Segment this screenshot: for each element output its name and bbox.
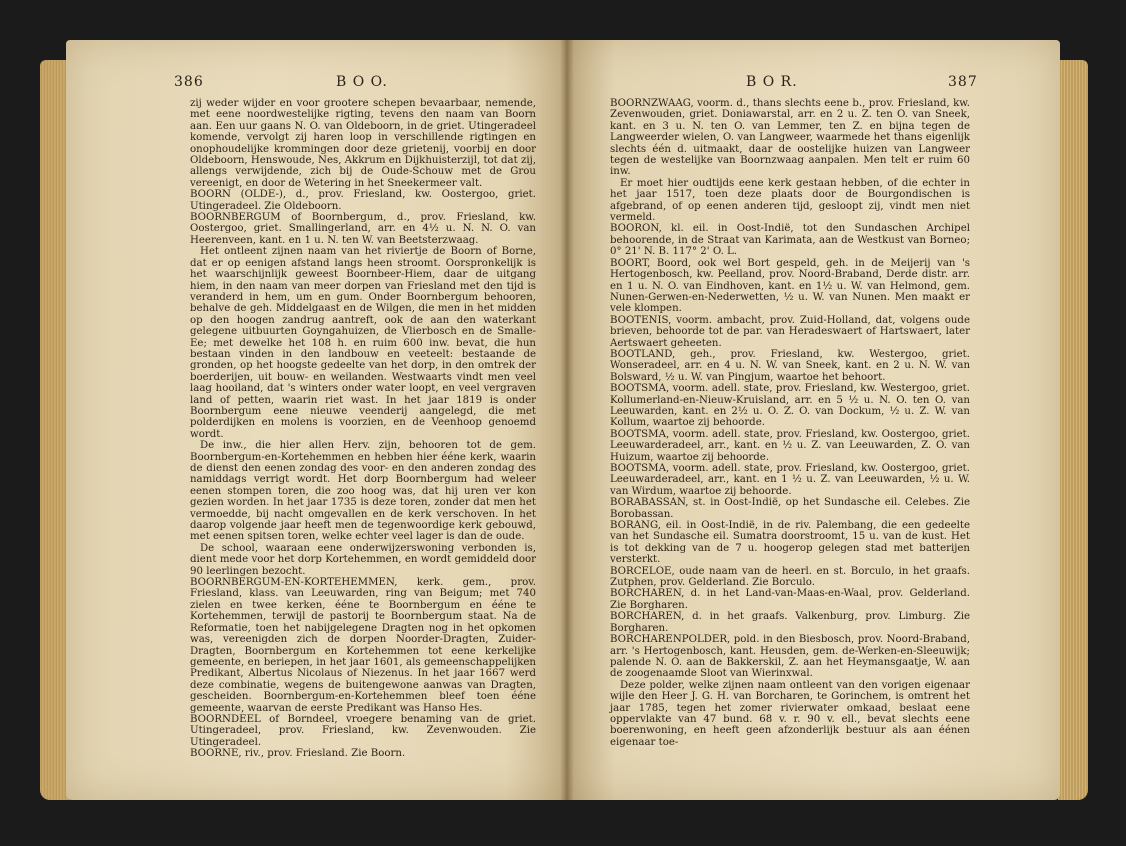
left-running-head: B O O. <box>336 74 388 90</box>
left-page-text <box>190 98 536 760</box>
paragraph: BORABASSAN, st. in Oost-Indië, op het Sundasche eil. Celebes. Zie Borobassan. <box>610 497 970 520</box>
right-running-head: B O R. <box>746 74 798 90</box>
book-gutter <box>560 40 574 800</box>
right-page-edges <box>1058 60 1088 800</box>
left-page <box>66 40 566 800</box>
paragraph: BOORON, kl. eil. in Oost-Indië, tot den Sundaschen Archipel behoorende, in de Straat van Karimata, aan de Westkust van Borneo; 0° 21' N. B. 117° 2' O. L. <box>610 223 970 258</box>
right-page-text <box>610 98 970 748</box>
paragraph: BORCHAREN, d. in het graafs. Valkenburg, prov. Limburg. Zie Borgharen. <box>610 611 970 634</box>
paragraph: BOORNBERGUM of Boornbergum, d., prov. Friesland, kw. Oostergoo, griet. Smallingerland, arr. en 4½ u. N. N. O. van Heerenveen, kant. en 1 u. N. ten W. van Beetsterzwaag. <box>190 212 536 246</box>
paragraph: BOOTSMA, voorm. adell. state, prov. Friesland, kw. Oostergoo, griet. Leeuwarderadeel, arr., kant. en ½ u. Z. van Leeuwarden, Z. O. van Huizum, waartoe zij behoorde. <box>610 428 970 463</box>
paragraph: Het ontleent zijnen naam van het riviertje de Boorn of Borne, dat er op eenigen afstand langs heen stroomt. Oorspronkelijk is het waarschijnlijk geweest Boornbeer-Hiem, daar de uitgang hiem, in den naam van meer dorpen van Friesland met den tijd is veranderd in hem, um en gum. Onder Boornbergum behooren, behalve de geh. Middelgaast en de Wilgen, die men in het midden op den hoogen zandrug aantreft, ook de aan den waterkant gelegene uitbuurten Goyngahuizen, de Vlierbosch en de Smalle-Ee; met dewelke het 108 h. en ruim 600 inw. bevat, die hun bestaan vinden in den landbouw en veeteelt: bestaande de gronden, op het hoogste gedeelte van het dorp, in den omtrek der boerderijen, uit bouw- en weilanden. Westwaarts vindt men veel laag hooiland, dat 's winters onder water loopt, en veel vergraven land of petten, waarin riet wast. In het jaar 1819 is onder Boornbergum eene nieuwe veenderij aangelegd, die met polderdijken en molens is voorzien, en de Veenhoop genoemd wordt. <box>190 246 536 440</box>
paragraph: BOOTSMA, voorm. adell. state, prov. Friesland, kw. Westergoo, griet. Kollumerland-en-Nieuw-Kruisland, arr. en 5 ½ u. N. O. ten O. van Leeuwarden, kant. en 2½ u. O. Z. O. van Dockum, ½ u. Z. W. van Kollum, waartoe zij behoorde. <box>610 383 970 429</box>
paragraph: BOORNBERGUM-EN-KORTEHEMMEN, kerk. gem., prov. Friesland, klass. van Leeuwarden, ring van Beigum; met 740 zielen en twee kerken, ééne te Boornbergum en ééne te Kortehemmen, terwijl de pastorij te Boornbergum staat. Na de Reformatie, toen het nabijgelegene Dragten nog in het opkomen was, vereenigden zich de dorpen Noorder-Dragten, Zuider-Dragten, Boornbergum en Kortehemmen tot eene kerkelijke gemeente, en beriepen, in het jaar 1601, als gemeenschappelijken Predikant, Albertus Nicolaus of Niezenus. In het jaar 1667 werd deze combinatie, wegens de buitengewone aanwas van Dragten, gescheiden. Boornbergum-en-Kortehemmen bleef toen ééne gemeente, waarvan de eerste Predikant was Hanso Hes. <box>190 577 536 714</box>
left-page-number: 386 <box>174 74 204 90</box>
paragraph: zij weder wijder en voor grootere schepen bevaarbaar, nemende, met eene noordwestelijke rigting, tevens den naam van Boorn aan. Een uur gaans N. O. van Oldeboorn, in de griet. Utingeradeel komende, vervolgt zij haren loop in verschillende rigtingen en onophoudelijke krommingen door deze grietenij, voorbij en door Oldeboorn, Henswoude, Nes, Akkrum en Dijkhuisterzijl, tot dat zij, allengs verwijdende, zich bij de Oude-Schouw met de Grou vereenigt, en door de Wetering in het Sneekermeer valt. <box>190 98 536 189</box>
paragraph: BOORT, Boord, ook wel Bort gespeld, geh. in de Meijerij van 's Hertogenbosch, kw. Peelland, prov. Noord-Braband, Derde distr. arr. en 1 u. N. O. van Eindhoven, kant. en 1½ u. W. van Helmond, gem. Nunen-Gerwen-en-Nederwetten, ½ u. W. van Nunen. Men maakt er vele klompen. <box>610 257 970 315</box>
paragraph: BORCHARENPOLDER, pold. in den Biesbosch, prov. Noord-Braband, arr. 's Hertogenbosch, kant. Heusden, gem. de-Werken-en-Sleeuwijk; palende N. O. aan de Bakkerskil, Z. aan het Heymansgaatje, W. aan de zoogenaamde Sloot van Wierinxwal. <box>610 634 970 680</box>
paragraph: BORCHAREN, d. in het Land-van-Maas-en-Waal, prov. Gelderland. Zie Borgharen. <box>610 588 970 611</box>
right-page <box>566 40 1060 800</box>
paragraph: Deze polder, welke zijnen naam ontleent van den vorigen eigenaar wijle den Heer J. G. H. van Borcharen, te Gorinchem, is omtrent het jaar 1785, tegen het zomer rivierwater omkaad, beslaat eene oppervlakte van 47 bund. 68 v. r. 90 v. ell., bevat slechts eene boerenwoning, en heeft geen afzonderlijk bestuur als aan éénen eigenaar toe- <box>610 679 970 748</box>
paragraph: BORANG, eil. in Oost-Indië, in de riv. Palembang, die een gedeelte van het Sundasche eil. Sumatra doorstroomt, 15 u. van de kust. Het is tot dekking van de 7 u. hoogerop gelegen stad met batterijen versterkt. <box>610 520 970 566</box>
paragraph: De school, waaraan eene onderwijzerswoning verbonden is, dient mede voor het dorp Kortehemmen, en wordt gemiddeld door 90 leerlingen bezocht. <box>190 542 536 577</box>
paragraph: BOORN (OLDE-), d., prov. Friesland, kw. Oostergoo, griet. Utingeradeel. Zie Oldeboorn. <box>190 189 536 212</box>
paragraph: BOORNZWAAG, voorm. d., thans slechts eene b., prov. Friesland, kw. Zevenwouden, griet. Doniawarstal, arr. en 2 u. Z. ten O. van Sneek, kant. en 3 u. N. ten O. van Lemmer, ten Z. en bijna tegen de Langweerder wielen, O. van Langweer, waarmede het thans eigenlijk slechts één d. uitmaakt, daar de oostelijke huizen van Langweer tegen de westelijke van Boornzwaag aanpalen. Men telt er ruim 60 inw. <box>610 98 970 178</box>
paragraph: De inw., die hier allen Herv. zijn, behooren tot de gem. Boornbergum-en-Kortehemmen en hebben hier ééne kerk, waarin de dienst den eenen zondag des voor- en den anderen zondag des namiddags verrigt wordt. Het dorp Boornbergum had weleer eenen stompen toren, die zoo hoog was, dat hij uren ver kon gezien worden. In het jaar 1735 is deze toren, zonder dat men het vermoedde, bij nacht omgevallen en de kerk verschoven. In het daarop volgende jaar heeft men de tegenwoordige kerk gebouwd, met eenen spitsen toren, welke echter veel lager is dan de oude. <box>190 440 536 543</box>
paragraph: Er moet hier oudtijds eene kerk gestaan hebben, of die echter in het jaar 1517, toen deze plaats door de Bourgondischen is afgebrand, of op eenen anderen tijd, gesloopt zij, vindt men niet vermeld. <box>610 177 970 224</box>
paragraph: BOOTLAND, geh., prov. Friesland, kw. Westergoo, griet. Wonseradeel, arr. en 4 u. N. W. van Sneek, kant. en 2 u. N. W. van Bolsward, ½ u. W. van Pingjum, waartoe het behoort. <box>610 348 970 383</box>
paragraph: BOOTSMA, voorm. adell. state, prov. Friesland, kw. Oostergoo, griet. Leeuwarderadeel, arr., kant. en 1 ½ u. Z. van Leeuwarden, ½ u. W. van Wirdum, waartoe zij behoorde. <box>610 463 970 497</box>
paragraph: BOORNE, riv., prov. Friesland. Zie Boorn. <box>190 748 406 760</box>
paragraph: BOORNDEEL of Borndeel, vroegere benaming van de griet. Utingeradeel, prov. Friesland, kw. Zevenwouden. Zie Utingeradeel. <box>190 713 536 748</box>
right-page-number: 387 <box>948 74 978 90</box>
paragraph: BOOTENIS, voorm. ambacht, prov. Zuid-Holland, dat, volgens oude brieven, behoorde tot de par. van Heradeswaert of Hartswaert, later Aertswaert geheeten. <box>610 314 970 349</box>
paragraph: BORCELOE, oude naam van de heerl. en st. Borculo, in het graafs. Zutphen, prov. Gelderland. Zie Borculo. <box>610 565 970 589</box>
